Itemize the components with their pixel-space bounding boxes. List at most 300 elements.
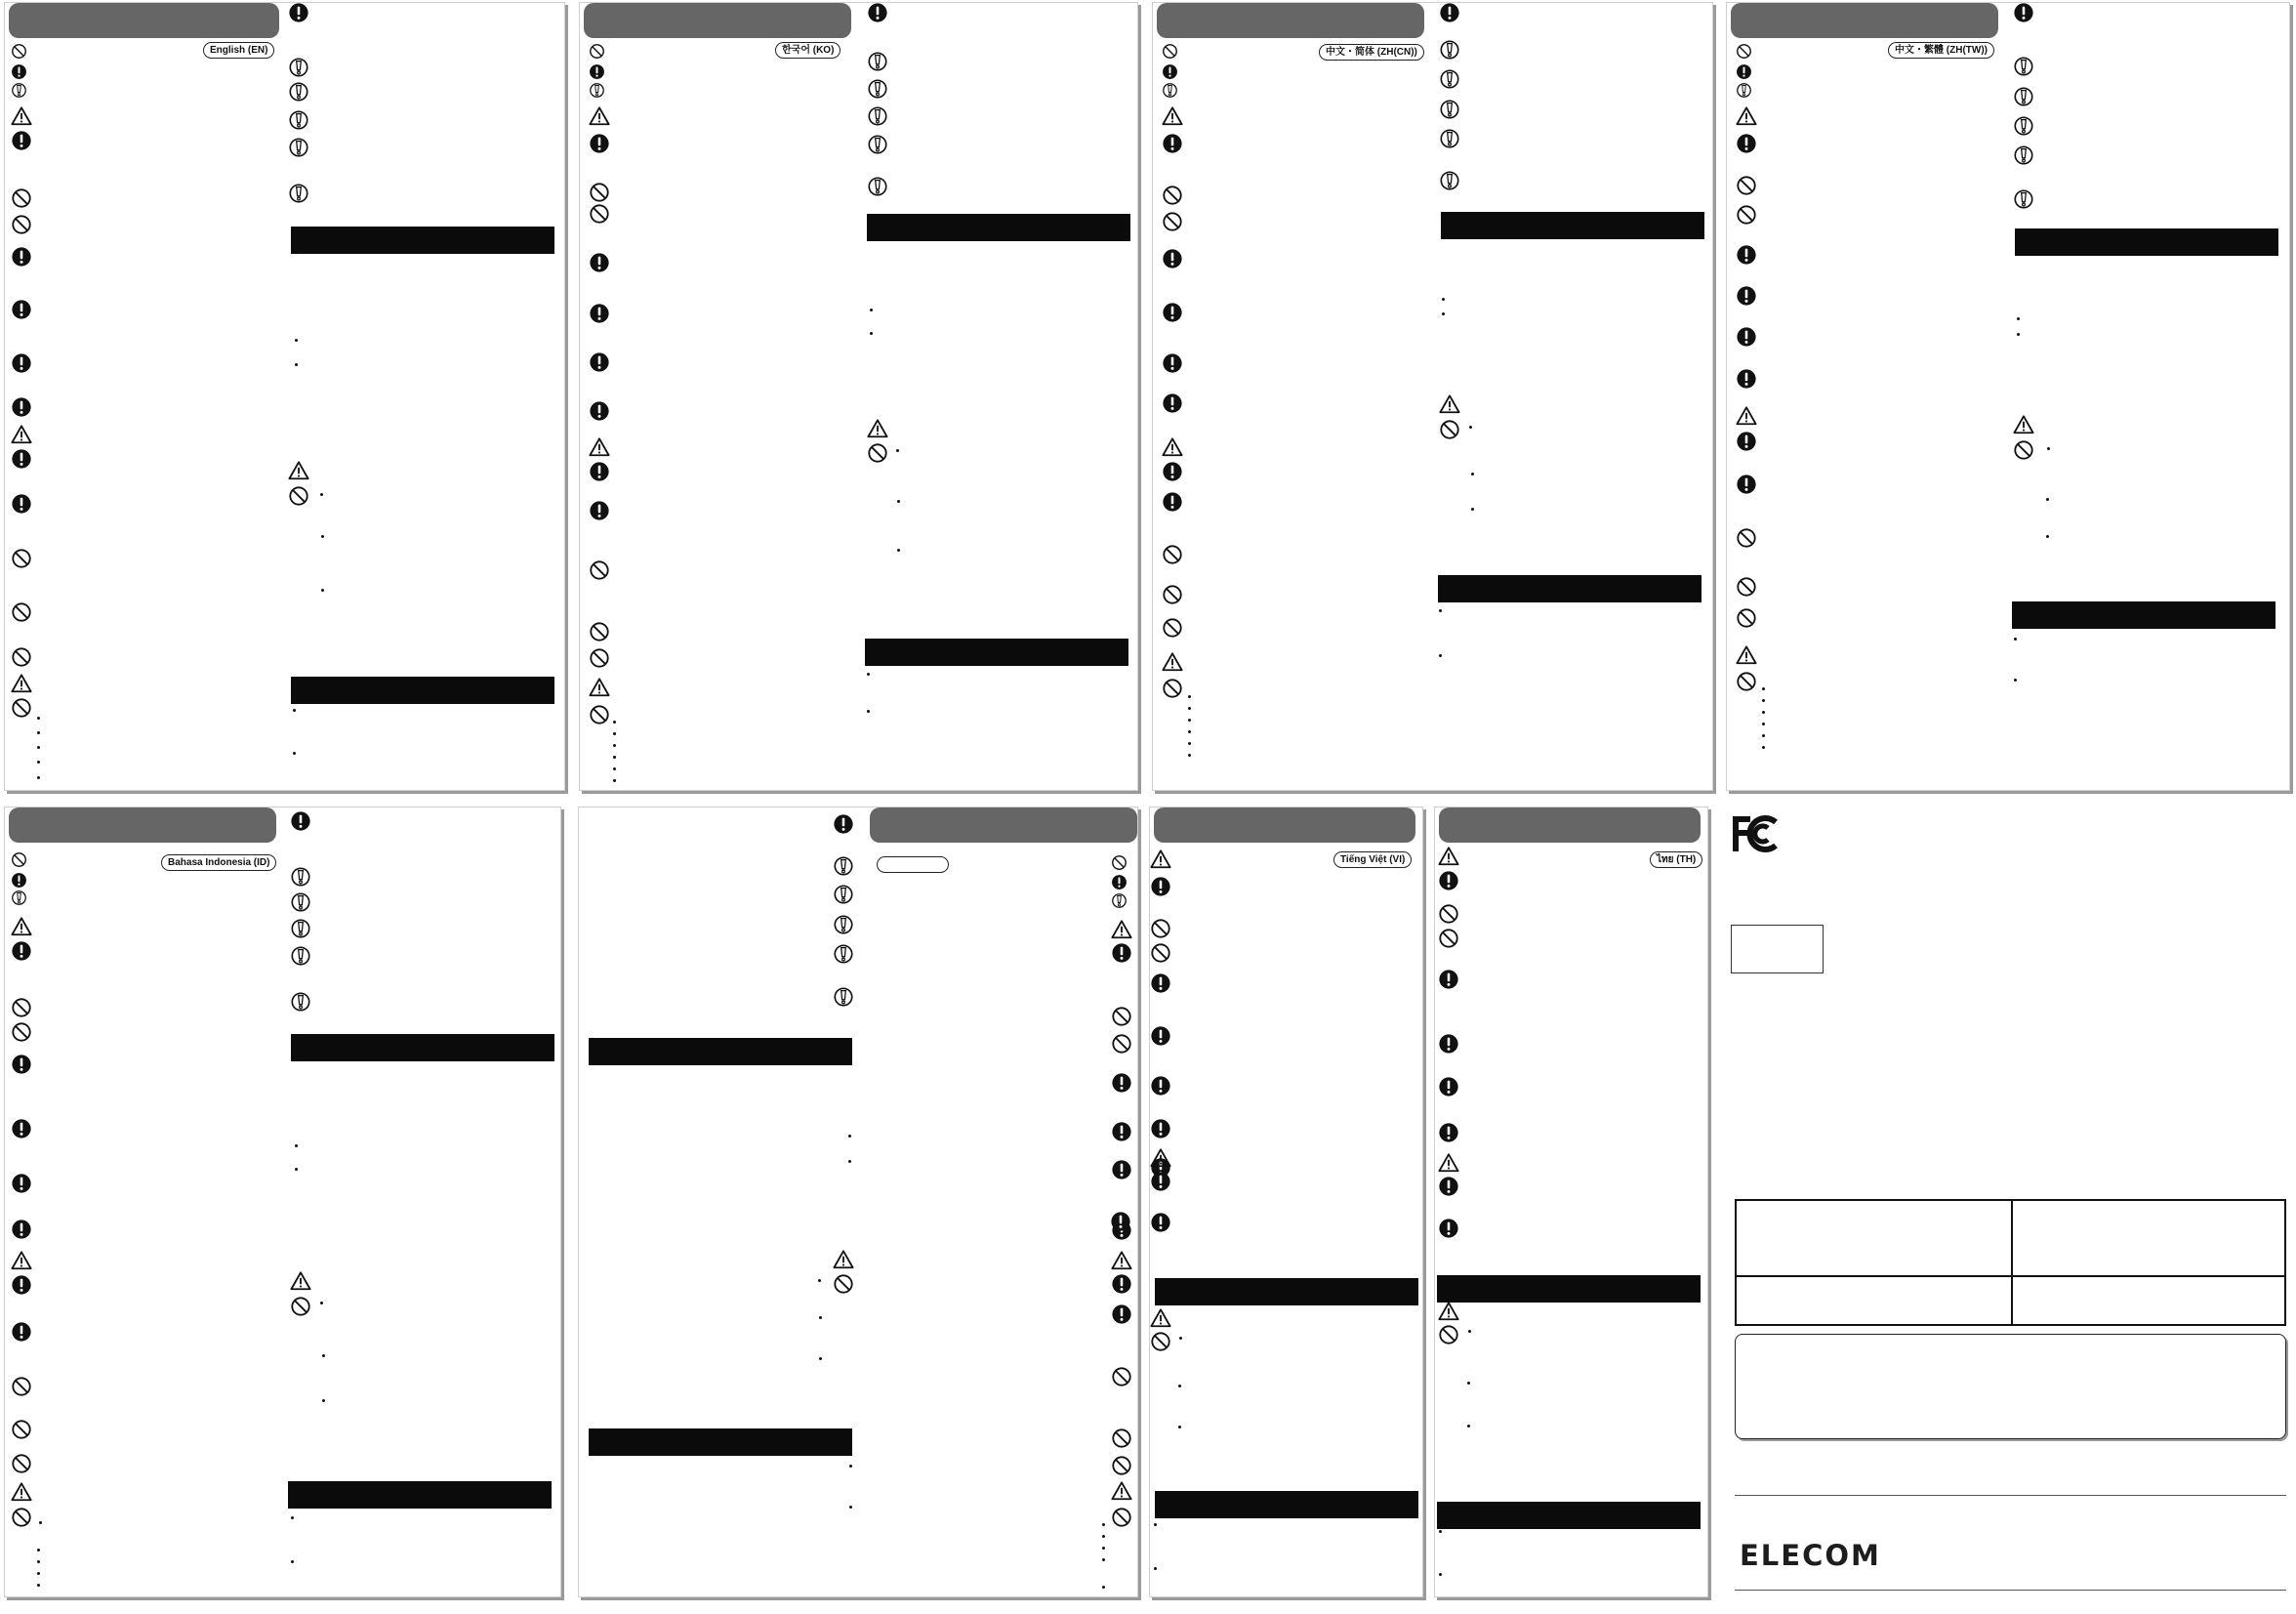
warning-triangle-icon [1162,651,1183,673]
mandatory-action-icon [1150,876,1171,897]
bullet-dot [897,549,900,552]
language-label-ko: 한국어 (KO) [775,42,840,59]
mandatory-action-icon [1150,973,1171,994]
section-header [1439,807,1701,843]
bullet-dot [1188,695,1191,698]
bullet-dot [849,1465,852,1468]
prohibition-icon [290,1296,311,1317]
section-bar [291,1034,554,1061]
bullet-dot [1188,719,1191,722]
caution-exclamation-icon [288,81,309,103]
caution-exclamation-icon [288,183,309,204]
warning-triangle-icon [1150,848,1171,870]
bullet-dot [613,721,616,724]
prohibition-icon [1736,204,1757,226]
bullet-dot [1154,1523,1157,1526]
section-header [9,3,279,38]
section-bar [1155,1491,1418,1518]
bullet-dot [848,1160,851,1163]
prohibition-icon [2013,439,2034,461]
prohibition-icon [11,646,32,668]
prohibition-icon [1162,211,1183,232]
prohibition-icon [11,187,32,209]
caution-exclamation-icon [288,109,309,131]
section-bar [1441,212,1704,239]
bullet-dot [1468,1330,1471,1333]
warning-triangle-icon [1162,105,1183,127]
panel-chinese-traditional [1726,2,2290,791]
bullet-dot [613,779,616,782]
mandatory-action-icon [589,400,610,422]
bullet-dot [322,1399,325,1402]
bullet-dot [848,1135,851,1138]
prohibition-icon [1162,43,1178,60]
caution-exclamation-icon [1111,892,1128,909]
mandatory-action-icon [1111,1159,1132,1180]
warning-triangle-icon [833,1249,854,1270]
caution-exclamation-icon [833,986,854,1008]
caution-exclamation-icon [290,918,311,939]
bullet-dot [320,1302,323,1304]
prohibition-icon [11,1021,32,1043]
mandatory-action-icon [1438,1176,1459,1197]
mandatory-action-icon [589,500,610,521]
caution-exclamation-icon [589,82,605,99]
caution-exclamation-icon [290,945,311,967]
warning-triangle-icon [11,105,32,127]
caution-exclamation-icon [2013,188,2034,210]
bullet-dot [291,1516,294,1519]
mandatory-action-icon [1162,491,1183,513]
language-label [877,856,949,873]
divider [1735,1590,2286,1591]
prohibition-icon [1736,607,1757,629]
warning-triangle-icon [1111,1250,1132,1271]
bullet-dot [1439,1530,1442,1533]
warning-triangle-icon [867,418,888,439]
section-bar [1438,575,1702,602]
panel-thai [1434,807,1708,1597]
bullet-dot [870,309,873,311]
bullet-dot [1188,730,1191,733]
warning-triangle-icon [11,916,32,937]
prohibition-icon [11,1419,32,1440]
mandatory-action-icon [11,940,32,962]
mandatory-action-icon [589,352,610,373]
caution-exclamation-icon [2013,145,2034,166]
mandatory-action-icon [1110,1211,1131,1232]
bullet-dot [1762,699,1765,702]
prohibition-icon [1162,617,1183,639]
warning-triangle-icon [1438,1152,1459,1174]
caution-exclamation-icon [11,82,27,99]
bullet-dot [1467,1382,1470,1385]
bullet-dot [1179,1337,1182,1340]
panel-korean [579,2,1138,791]
warning-triangle-icon [589,677,610,698]
mandatory-action-icon [11,1173,32,1194]
warning-triangle-icon [290,1270,311,1292]
bullet-dot [321,535,324,538]
prohibition-icon [867,442,888,464]
prohibition-icon [589,621,610,642]
mandatory-action-icon [1150,1118,1171,1139]
bullet-dot [37,1572,40,1575]
prohibition-icon [1150,1331,1171,1352]
bullet-dot [293,752,296,755]
bullet-dot [1178,1385,1181,1387]
bullet-dot [1102,1535,1105,1538]
prohibition-icon [1162,584,1183,605]
prohibition-icon [1736,671,1757,692]
section-bar [589,1428,852,1456]
prohibition-icon [11,1453,32,1474]
warning-triangle-icon [1150,1307,1171,1329]
mandatory-action-icon [290,810,311,832]
prohibition-icon [1736,576,1757,598]
prohibition-icon [1736,527,1757,549]
bullet-dot [613,744,616,747]
bullet-dot [1762,711,1765,714]
prohibition-icon [1162,678,1183,699]
mandatory-action-icon [589,303,610,324]
bullet-dot [1188,707,1191,710]
caution-exclamation-icon [290,866,311,888]
mandatory-action-icon [1111,942,1132,964]
warning-triangle-icon [11,1481,32,1503]
bullet-dot [1178,1426,1181,1428]
section-header [9,807,276,843]
bullet-dot [1762,723,1765,725]
mandatory-action-icon [1162,248,1183,269]
section-header [1731,3,1998,38]
mandatory-action-icon [589,252,610,273]
prohibition-icon [589,182,610,203]
prohibition-icon [11,43,27,60]
bullet-dot [1102,1523,1105,1526]
bullet-dot [1439,609,1442,612]
caution-exclamation-icon [1439,99,1460,120]
mandatory-action-icon [1438,1218,1459,1239]
bullet-dot [37,746,40,749]
prohibition-icon [1150,942,1171,964]
mandatory-action-icon [11,1219,32,1240]
mandatory-action-icon [1150,1075,1171,1097]
bullet-dot [37,731,40,734]
language-label-zh-tw: 中文・繁體 (ZH(TW)) [1888,42,1994,59]
warning-triangle-icon [2013,414,2034,435]
mandatory-action-icon [1736,133,1757,154]
warning-triangle-icon [1736,105,1757,127]
mandatory-action-icon [1150,1212,1171,1233]
warning-triangle-icon [11,424,32,445]
prohibition-icon [11,1507,32,1528]
bullet-dot [37,1549,40,1552]
bullet-dot [1188,742,1191,745]
mandatory-action-icon [1438,1033,1459,1055]
prohibition-icon [11,214,32,235]
bullet-dot [818,1279,821,1282]
caution-exclamation-icon [867,134,888,155]
caution-exclamation-icon [290,991,311,1013]
mandatory-action-icon [11,1274,32,1296]
product-label-box [1731,925,1824,973]
section-bar [2015,228,2278,256]
mandatory-action-icon [1438,969,1459,990]
caution-exclamation-icon [867,51,888,72]
mandatory-action-icon [11,396,32,418]
caution-exclamation-icon [2013,115,2034,137]
mandatory-action-icon [1438,870,1459,891]
mandatory-action-icon [11,246,32,268]
warning-triangle-icon [11,673,32,694]
bullet-dot [291,1560,294,1563]
section-bar [291,677,554,704]
bullet-dot [819,1357,822,1360]
bullet-dot [613,767,616,770]
mandatory-action-icon [11,63,27,80]
warning-triangle-icon [288,460,309,481]
section-bar [1155,1278,1418,1305]
bullet-dot [613,756,616,759]
bullet-dot [1154,1567,1157,1570]
mandatory-action-icon [11,493,32,515]
bullet-dot [2046,498,2049,501]
panel-chinese-simplified [1152,2,1713,791]
mandatory-action-icon [1736,63,1752,80]
caution-exclamation-icon [1439,170,1460,191]
bullet-dot [320,493,323,496]
prohibition-icon [1150,918,1171,939]
prohibition-icon [589,704,610,725]
prohibition-icon [1438,928,1459,949]
prohibition-icon [589,647,610,669]
warning-triangle-icon [1111,1480,1132,1502]
bullet-dot [2047,447,2050,450]
bullet-dot [37,776,40,779]
bullet-dot [295,1168,298,1171]
language-label-vi: Tiếng Việt (VI) [1333,851,1412,868]
mandatory-action-icon [2013,2,2034,23]
section-bar [1437,1275,1701,1303]
section-header [1157,3,1424,38]
panel-inner-spread [578,807,1138,1597]
warning-triangle-icon [1111,919,1132,940]
prohibition-icon [1111,854,1128,871]
prohibition-icon [1736,175,1757,196]
mandatory-action-icon [589,461,610,482]
prohibition-icon [589,203,610,225]
caution-exclamation-icon [11,890,27,906]
bullet-dot [1102,1586,1105,1589]
section-bar [865,639,1128,666]
mandatory-action-icon [11,352,32,374]
mandatory-action-icon [1162,302,1183,323]
warning-triangle-icon [1439,393,1460,415]
language-label-id: Bahasa Indonesia (ID) [161,854,276,871]
mandatory-action-icon [1736,326,1757,348]
bullet-dot [1471,508,1474,511]
prohibition-icon [288,485,309,507]
warning-triangle-icon [1162,436,1183,458]
prohibition-icon [1736,43,1752,60]
divider [1735,1495,2286,1496]
mandatory-action-icon [11,448,32,470]
mandatory-action-icon [1111,874,1128,890]
caution-exclamation-icon [833,884,854,905]
warning-triangle-icon [1438,1301,1459,1322]
bullet-dot [1439,1573,1442,1576]
mandatory-action-icon [11,1321,32,1343]
section-bar [1437,1502,1701,1529]
mandatory-action-icon [1150,1171,1171,1192]
panel-english [4,2,565,791]
bullet-dot [39,1521,42,1524]
bullet-dot [1102,1547,1105,1550]
prohibition-icon [1111,1428,1132,1449]
prohibition-icon [833,1273,854,1295]
mandatory-action-icon [1162,133,1183,154]
caution-exclamation-icon [1736,82,1752,99]
caution-exclamation-icon [833,943,854,965]
bullet-dot [1442,298,1445,301]
caution-exclamation-icon [833,914,854,935]
bullet-dot [1467,1425,1470,1428]
prohibition-icon [1438,1324,1459,1345]
mandatory-action-icon [1162,63,1178,80]
mandatory-action-icon [833,813,854,835]
prohibition-icon [1111,1366,1132,1387]
caution-exclamation-icon [1162,82,1178,99]
mandatory-action-icon [288,2,309,23]
language-label-zh-cn: 中文・简体 (ZH(CN)) [1319,44,1424,61]
section-bar [2012,601,2276,629]
section-bar [589,1038,852,1065]
bullet-dot [295,363,298,366]
mandatory-action-icon [1439,2,1460,23]
caution-exclamation-icon [2013,86,2034,107]
info-table [1735,1199,2286,1326]
bullet-dot [37,1584,40,1587]
prohibition-icon [589,43,605,60]
prohibition-icon [11,697,32,719]
bullet-dot [1762,734,1765,737]
fcc-logo [1729,812,1782,855]
warning-triangle-icon [1736,405,1757,427]
caution-exclamation-icon [2013,56,2034,77]
language-label-en: English (EN) [203,42,274,59]
mandatory-action-icon [1736,285,1757,307]
elecom-logo: ELECOM [1740,1539,1881,1572]
bullet-dot [1102,1558,1105,1561]
bullet-dot [1469,426,1472,429]
mandatory-action-icon [1111,1121,1132,1142]
prohibition-icon [1111,1033,1132,1055]
caution-exclamation-icon [1439,39,1460,61]
mandatory-action-icon [1736,474,1757,495]
mandatory-action-icon [1736,368,1757,390]
bullet-dot [613,732,616,735]
bullet-dot [2017,333,2020,336]
warning-triangle-icon [1150,1147,1171,1169]
caution-exclamation-icon [867,105,888,127]
mandatory-action-icon [11,1054,32,1075]
bullet-dot [1439,654,1442,657]
warning-triangle-icon [589,105,610,127]
mandatory-action-icon [1162,352,1183,374]
bullet-dot [321,589,324,592]
caution-exclamation-icon [867,78,888,100]
prohibition-icon [1111,1455,1132,1476]
bullet-dot [867,673,870,676]
warning-triangle-icon [1736,644,1757,666]
caution-exclamation-icon [867,176,888,197]
bullet-dot [1762,746,1765,749]
mandatory-action-icon [1438,1122,1459,1143]
bullet-dot [322,1354,325,1357]
bullet-dot [896,449,899,452]
mandatory-action-icon [1736,244,1757,266]
mandatory-action-icon [1111,1304,1132,1325]
mandatory-action-icon [11,1118,32,1139]
bullet-dot [295,339,298,342]
mandatory-action-icon [1162,461,1183,482]
caution-exclamation-icon [290,891,311,913]
bullet-dot [1442,312,1445,315]
section-bar [867,214,1130,241]
warning-triangle-icon [11,1250,32,1271]
language-label-th: ไทย (TH) [1650,851,1702,868]
section-header [584,3,851,38]
bullet-dot [37,717,40,720]
mandatory-action-icon [589,133,610,154]
prohibition-icon [1111,1507,1132,1528]
mandatory-action-icon [11,130,32,151]
warning-triangle-icon [1438,846,1459,867]
caution-exclamation-icon [1439,68,1460,90]
mandatory-action-icon [1736,431,1757,452]
mandatory-action-icon [11,299,32,320]
mandatory-action-icon [11,872,27,889]
panel-indonesian [4,807,561,1597]
mandatory-action-icon [1150,1025,1171,1047]
caution-exclamation-icon [1439,128,1460,149]
mandatory-action-icon [1111,1273,1132,1295]
bullet-dot [2014,638,2017,641]
prohibition-icon [1439,419,1460,440]
bullet-dot [1471,473,1474,476]
prohibition-icon [11,601,32,623]
caution-exclamation-icon [288,57,309,78]
prohibition-icon [11,997,32,1018]
mandatory-action-icon [1111,1072,1132,1094]
mandatory-action-icon [1162,393,1183,414]
bullet-dot [819,1316,822,1319]
bullet-dot [2046,535,2049,538]
mandatory-action-icon [1438,1076,1459,1097]
prohibition-icon [11,548,32,569]
caution-exclamation-icon [833,855,854,877]
mandatory-action-icon [589,63,605,80]
caution-exclamation-icon [288,137,309,158]
warning-triangle-icon [589,436,610,458]
section-bar [291,227,554,254]
bullet-dot [1762,687,1765,690]
bullet-dot [295,1144,298,1147]
bullet-dot [870,332,873,335]
panel-vietnamese [1149,807,1423,1597]
prohibition-icon [1438,903,1459,925]
